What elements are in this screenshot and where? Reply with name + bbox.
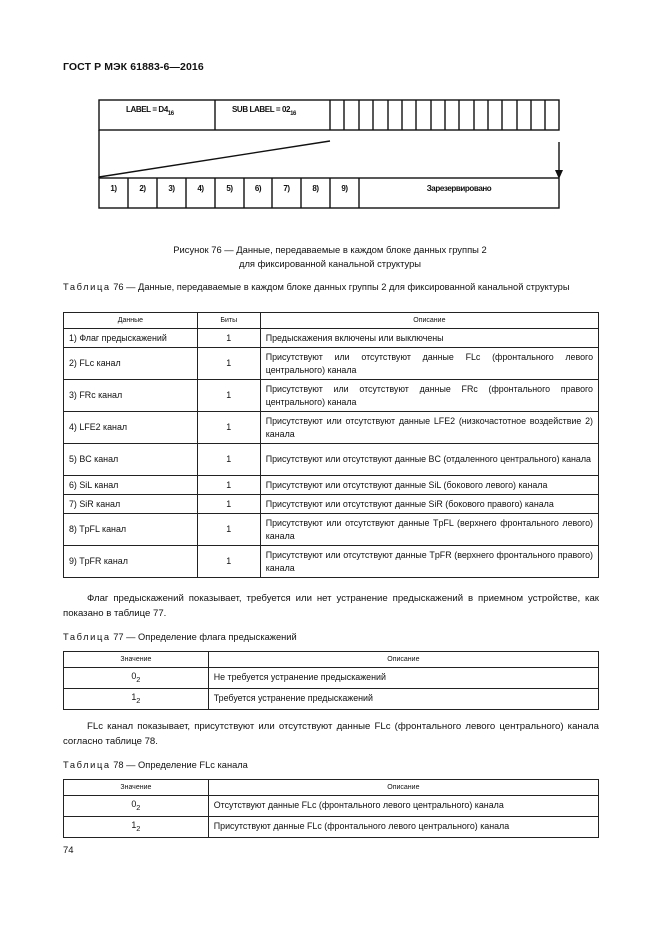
table-row: $1_2$ Требуется устранение предыскажений: [64, 688, 599, 709]
value-cell: $0_2$: [64, 668, 209, 689]
table-row: 2) FLc канал 1 Присутствуют или отсутствуют данные FLc (фронтального левого центрального) канала: [64, 348, 599, 380]
column-header: Описание: [208, 652, 598, 668]
table-row: $1_2$ Присутствуют данные FLc (фронтального левого центрального) канала: [64, 816, 599, 837]
value-cell: $1_2$: [64, 688, 209, 709]
figure-caption: Рисунок 76 — Данные, передаваемые в каждом блоке данных группы 2 для фиксированной канальной структуры: [173, 244, 487, 269]
table-row: 6) SiL канал 1 Присутствуют или отсутствуют данные SiL (бокового левого) канала: [64, 476, 599, 495]
bit-cell-9: 9): [341, 184, 348, 193]
table-row: 4) LFE2 канал 1 Присутствуют или отсутствуют данные LFE2 (низкочастотное воздействие 2) канала: [64, 412, 599, 444]
table-row: 8) TpFL канал 1 Присутствуют или отсутствуют данные TpFL (верхнего фронтального левого) канала: [64, 514, 599, 546]
table-77: [63, 651, 599, 710]
column-header: Значение: [64, 780, 209, 796]
table-row: 5) BC канал 1 Присутствуют или отсутствуют данные BC (отдаленного центрального) канала: [64, 444, 599, 476]
bit-cell-1: 1): [110, 184, 117, 193]
table-row: $0_2$ Не требуется устранение предыскажений: [64, 668, 599, 689]
table-78: [63, 779, 599, 838]
table-row: 3) FRc канал 1 Присутствуют или отсутствуют данные FRc (фронтального правого центрального) канала: [64, 380, 599, 412]
value-cell: $1_2$: [64, 816, 209, 837]
table-76: [63, 312, 599, 578]
document-header: ГОСТ Р МЭК 61883-6—2016: [63, 61, 204, 73]
column-header: Данные: [64, 313, 198, 329]
figure-76-diagram: [0, 0, 661, 230]
paragraph-emphasis-flag: Флаг предыскажений показывает, требуется или нет устранение предыскажений в приемном устройстве, как показано в таблице 77.: [63, 593, 599, 619]
column-header: Биты: [197, 313, 260, 329]
bit-cell-7: 7): [283, 184, 290, 193]
bit-cell-3: 3): [168, 184, 175, 193]
table-76-caption: Таблица 76 — Данные, передаваемые в каждом блоке данных группы 2 для фиксированной канальной структуры: [63, 282, 570, 292]
reserved-cell: Зарезервировано: [426, 184, 492, 193]
bit-cell-4: 4): [197, 184, 204, 193]
bit-cell-6: 6): [254, 184, 262, 193]
column-header: Значение: [64, 652, 209, 668]
table-row: $0_2$ Отсутствуют данные FLc (фронтального левого центрального) канала: [64, 796, 599, 817]
label-field: LABEL = $D4_{16}$: [126, 105, 174, 117]
column-header: Описание: [208, 780, 598, 796]
table-row: 7) SiR канал 1 Присутствуют или отсутствуют данные SiR (бокового правого) канала: [64, 495, 599, 514]
paragraph-flc-channel: FLc канал показывает, присутствуют или отсутствуют данные FLc (фронтального левого центрального) канала согласно таблице 78.: [63, 721, 599, 747]
bit-cell-8: 8): [312, 184, 319, 193]
table-row: 1) Флаг предыскажений 1 Предыскажения включены или выключены: [64, 329, 599, 348]
bit-cell-5: 5): [226, 184, 233, 193]
sub-label-field: SUB LABEL = $02_{16}$: [232, 105, 296, 117]
table-78-caption: Таблица 78 — Определение FLc канала: [63, 760, 248, 770]
table-77-caption: Таблица 77 — Определение флага предыскажений: [63, 632, 297, 642]
table-row: 9) TpFR канал 1 Присутствуют или отсутствуют данные TpFR (верхнего фронтального правого) канала: [64, 546, 599, 578]
column-header: Описание: [260, 313, 598, 329]
bit-cell-2: 2): [139, 184, 146, 193]
value-cell: $0_2$: [64, 796, 209, 817]
page-number: 74: [63, 845, 74, 856]
